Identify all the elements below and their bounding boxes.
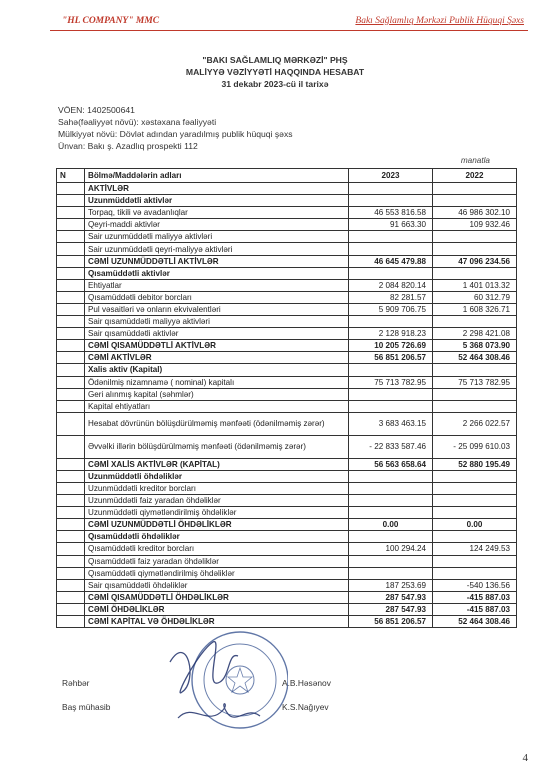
- row-label-cell: CƏMİ QISAMÜDDƏTLİ AKTİVLƏR: [85, 340, 349, 352]
- row-label-cell: CƏMİ AKTİVLƏR: [85, 352, 349, 364]
- row-label-cell: Uzunmüddətli öhdəliklər: [85, 470, 349, 482]
- row-value-2023: 46 553 816.58: [349, 207, 433, 219]
- row-value-2023: 56 563 658.64: [349, 458, 433, 470]
- row-label-cell: Uzunmüddətli qiymətləndirilmiş öhdəliklər: [85, 507, 349, 519]
- row-value-2022: 2 266 022.57: [433, 412, 517, 435]
- row-value-2022: [433, 470, 517, 482]
- table-row: [57, 376, 517, 388]
- signature-director-label: Rəhbər: [62, 678, 90, 688]
- row-label-cell: Qısamüddətli aktivlər: [85, 267, 349, 279]
- row-value-2022: [433, 531, 517, 543]
- row-label-cell: CƏMİ KAPİTAL VƏ ÖHDƏLİKLƏR: [85, 616, 349, 628]
- row-value-2023: 75 713 782.95: [349, 376, 433, 388]
- table-row: [57, 207, 517, 219]
- table-row: [57, 507, 517, 519]
- row-value-2022: 46 986 302.10: [433, 207, 517, 219]
- row-number-cell: [57, 400, 85, 412]
- row-number-cell: [57, 279, 85, 291]
- row-value-2022: 60 312.79: [433, 291, 517, 303]
- row-number-cell: [57, 364, 85, 376]
- row-label-cell: Sair uzunmüddətli maliyyə aktivləri: [85, 231, 349, 243]
- row-value-2022: -540 136.56: [433, 579, 517, 591]
- row-label-cell: Qısamüddətli kreditor borcları: [85, 543, 349, 555]
- row-label-cell: Sair qısamüddətli maliyyə aktivləri: [85, 316, 349, 328]
- row-value-2022: 47 096 234.56: [433, 255, 517, 267]
- row-label-cell: Pul vəsaitləri və onların ekvivalentləri: [85, 303, 349, 315]
- row-value-2022: -415 887.03: [433, 591, 517, 603]
- row-value-2023: 56 851 206.57: [349, 352, 433, 364]
- info-ownership: Mülkiyyət növü: Dövlət adından yaradılmış publik hüquqi şəxs: [58, 129, 293, 139]
- row-number-cell: [57, 579, 85, 591]
- row-number-cell: [57, 482, 85, 494]
- row-value-2023: [349, 495, 433, 507]
- table-row: [57, 388, 517, 400]
- row-value-2023: 3 683 463.15: [349, 412, 433, 435]
- row-label-cell: Qısamüddətli faiz yaradan öhdəliklər: [85, 555, 349, 567]
- row-number-cell: [57, 495, 85, 507]
- report-title-line1: "BAKI SAĞLAMLIQ MƏRKƏZİ" PHŞ: [202, 55, 348, 65]
- row-number-cell: [57, 316, 85, 328]
- table-row: [57, 519, 517, 531]
- row-number-cell: [57, 388, 85, 400]
- row-label-cell: Sair qısamüddətli aktivlər: [85, 328, 349, 340]
- row-value-2023: [349, 231, 433, 243]
- row-value-2023: [349, 364, 433, 376]
- row-label-cell: Torpaq, tikili və avadanlıqlar: [85, 207, 349, 219]
- table-row: [57, 482, 517, 494]
- row-number-cell: [57, 183, 85, 195]
- table-row: [57, 316, 517, 328]
- row-number-cell: [57, 195, 85, 207]
- table-row: [57, 435, 517, 458]
- table-row: [57, 458, 517, 470]
- row-value-2023: [349, 555, 433, 567]
- info-voen: VÖEN: 1402500641: [58, 105, 135, 115]
- row-value-2022: [433, 388, 517, 400]
- row-value-2023: 187 253.69: [349, 579, 433, 591]
- table-row: [57, 543, 517, 555]
- row-value-2023: 46 645 479.88: [349, 255, 433, 267]
- row-value-2023: [349, 267, 433, 279]
- table-row: [57, 412, 517, 435]
- row-value-2022: 1 401 013.32: [433, 279, 517, 291]
- table-row: [57, 470, 517, 482]
- row-label-cell: Qeyri-maddi aktivlər: [85, 219, 349, 231]
- table-row: [57, 591, 517, 603]
- row-number-cell: [57, 291, 85, 303]
- row-value-2023: [349, 183, 433, 195]
- row-number-cell: [57, 352, 85, 364]
- row-number-cell: [57, 207, 85, 219]
- row-number-cell: [57, 591, 85, 603]
- row-value-2022: [433, 364, 517, 376]
- table-row: [57, 495, 517, 507]
- row-value-2023: [349, 482, 433, 494]
- row-value-2022: [433, 243, 517, 255]
- row-label-cell: Ehtiyatlar: [85, 279, 349, 291]
- signature-accountant-name: K.S.Nağıyev: [282, 702, 329, 712]
- row-label-cell: Ödənilmiş nizamnamə ( nominal) kapitalı: [85, 376, 349, 388]
- row-label-cell: Sair uzunmüddətli qeyri-maliyyə aktivləri: [85, 243, 349, 255]
- row-number-cell: [57, 519, 85, 531]
- row-value-2023: [349, 400, 433, 412]
- row-number-cell: [57, 255, 85, 267]
- row-label-cell: Xalis aktiv (Kapital): [85, 364, 349, 376]
- row-value-2023: [349, 388, 433, 400]
- table-row: [57, 400, 517, 412]
- row-value-2022: [433, 555, 517, 567]
- row-label-cell: CƏMİ UZUNMÜDDƏTLİ AKTİVLƏR: [85, 255, 349, 267]
- row-label-cell: CƏMİ QISAMÜDDƏTLİ ÖHDƏLİKLƏR: [85, 591, 349, 603]
- row-value-2022: 1 608 326.71: [433, 303, 517, 315]
- row-value-2022: -415 887.03: [433, 603, 517, 615]
- row-number-cell: [57, 376, 85, 388]
- row-value-2022: 5 368 073.90: [433, 340, 517, 352]
- row-value-2022: 0.00: [433, 519, 517, 531]
- row-value-2023: 56 851 206.57: [349, 616, 433, 628]
- row-label-cell: Uzunmüddətli kreditor borcları: [85, 482, 349, 494]
- header-client: Bakı Sağlamlıq Mərkəzi Publik Hüquqi Şəxs: [355, 16, 524, 26]
- row-value-2022: [433, 316, 517, 328]
- row-number-cell: [57, 470, 85, 482]
- row-value-2022: 2 298 421.08: [433, 328, 517, 340]
- row-value-2022: [433, 267, 517, 279]
- row-value-2023: [349, 507, 433, 519]
- table-header-row: [57, 169, 517, 183]
- row-label-cell: Uzunmüddətli faiz yaradan öhdəliklər: [85, 495, 349, 507]
- table-row: [57, 603, 517, 615]
- col-header-2022: 2022: [433, 169, 517, 183]
- row-value-2022: [433, 231, 517, 243]
- table-row: [57, 364, 517, 376]
- row-label-cell: Hesabat dövrünün bölüşdürülməmiş mənfəəti (ödənilməmiş zərər): [85, 412, 349, 435]
- currency-note: manatla: [460, 156, 490, 165]
- table-row: [57, 183, 517, 195]
- row-label-cell: Qısamüddətli debitor borcları: [85, 291, 349, 303]
- row-value-2022: [433, 495, 517, 507]
- table-row: [57, 579, 517, 591]
- table-body: [57, 183, 517, 628]
- row-number-cell: [57, 243, 85, 255]
- info-address: Ünvan: Bakı ş. Azadlıq prospekti 112: [58, 141, 198, 151]
- table-row: [57, 267, 517, 279]
- row-value-2022: [433, 567, 517, 579]
- table-row: [57, 243, 517, 255]
- row-label-cell: CƏMİ XALİS AKTİVLƏR (KAPİTAL): [85, 458, 349, 470]
- row-label-cell: Əvvəlki illərin bölüşdürülməmiş mənfəəti (ödənilməmiş zərər): [85, 435, 349, 458]
- row-number-cell: [57, 231, 85, 243]
- row-number-cell: [57, 340, 85, 352]
- row-number-cell: [57, 219, 85, 231]
- col-header-name: Bölmə/Maddələrin adları: [85, 169, 349, 183]
- row-value-2022: 52 880 195.49: [433, 458, 517, 470]
- table-row: [57, 531, 517, 543]
- row-value-2023: [349, 195, 433, 207]
- row-number-cell: [57, 616, 85, 628]
- header-company: "HL COMPANY" MMC: [62, 16, 160, 26]
- row-number-cell: [57, 412, 85, 435]
- table-row: [57, 340, 517, 352]
- row-value-2023: 91 663.30: [349, 219, 433, 231]
- row-label-cell: Kapital ehtiyatları: [85, 400, 349, 412]
- table-row: [57, 555, 517, 567]
- row-value-2023: [349, 470, 433, 482]
- row-label-cell: Geri alınmış kapital (səhmlər): [85, 388, 349, 400]
- row-value-2022: [433, 507, 517, 519]
- table-row: [57, 255, 517, 267]
- table-row: [57, 195, 517, 207]
- row-value-2023: [349, 531, 433, 543]
- row-value-2023: 2 128 918.23: [349, 328, 433, 340]
- official-stamp-icon: [168, 622, 288, 737]
- row-value-2023: 287 547.93: [349, 591, 433, 603]
- balance-sheet-table: [56, 168, 517, 628]
- row-number-cell: [57, 507, 85, 519]
- row-label-cell: AKTİVLƏR: [85, 183, 349, 195]
- row-value-2022: [433, 183, 517, 195]
- report-title-date: 31 dekabr 2023-cü il tarixə: [221, 79, 329, 89]
- table-row: [57, 279, 517, 291]
- col-header-2023: 2023: [349, 169, 433, 183]
- row-value-2022: - 25 099 610.03: [433, 435, 517, 458]
- report-title-line2: MALİYYƏ VƏZİYYƏTİ HAQQINDA HESABAT: [185, 67, 365, 77]
- row-number-cell: [57, 555, 85, 567]
- row-label-cell: Sair qısamüddətli öhdəliklər: [85, 579, 349, 591]
- row-value-2023: 287 547.93: [349, 603, 433, 615]
- row-value-2022: [433, 195, 517, 207]
- row-number-cell: [57, 567, 85, 579]
- page-header: [50, 14, 528, 31]
- row-value-2022: 52 464 308.46: [433, 616, 517, 628]
- signature-accountant-label: Baş mühasib: [62, 702, 111, 712]
- row-value-2023: 5 909 706.75: [349, 303, 433, 315]
- row-number-cell: [57, 303, 85, 315]
- table-row: [57, 352, 517, 364]
- row-value-2023: 2 084 820.14: [349, 279, 433, 291]
- row-label-cell: Qısamüddətli qiymətləndirilmiş öhdəliklər: [85, 567, 349, 579]
- table-row: [57, 567, 517, 579]
- row-number-cell: [57, 543, 85, 555]
- row-label-cell: Qısamüddətli öhdəliklər: [85, 531, 349, 543]
- signature-director-name: A.B.Həsənov: [282, 678, 331, 688]
- row-value-2023: 100 294.24: [349, 543, 433, 555]
- page-number: 4: [522, 752, 528, 764]
- row-value-2023: 82 281.57: [349, 291, 433, 303]
- row-value-2023: - 22 833 587.46: [349, 435, 433, 458]
- row-value-2022: [433, 482, 517, 494]
- row-value-2023: 0.00: [349, 519, 433, 531]
- row-number-cell: [57, 435, 85, 458]
- row-number-cell: [57, 267, 85, 279]
- table-row: [57, 303, 517, 315]
- table-row: [57, 219, 517, 231]
- row-label-cell: Uzunmüddətli aktivlər: [85, 195, 349, 207]
- row-label-cell: CƏMİ UZUNMÜDDƏTLİ ÖHDƏLİKLƏR: [85, 519, 349, 531]
- table-row: [57, 231, 517, 243]
- row-value-2023: [349, 316, 433, 328]
- row-value-2023: [349, 243, 433, 255]
- table-row: [57, 328, 517, 340]
- row-number-cell: [57, 603, 85, 615]
- row-number-cell: [57, 328, 85, 340]
- row-value-2022: 75 713 782.95: [433, 376, 517, 388]
- row-value-2023: [349, 567, 433, 579]
- row-number-cell: [57, 531, 85, 543]
- row-label-cell: CƏMİ ÖHDƏLİKLƏR: [85, 603, 349, 615]
- row-value-2022: 109 932.46: [433, 219, 517, 231]
- col-header-n: N: [57, 169, 85, 183]
- row-value-2023: 10 205 726.69: [349, 340, 433, 352]
- row-value-2022: 52 464 308.46: [433, 352, 517, 364]
- info-activity: Sahə(fəaliyyət növü): xəstəxana fəaliyyəti: [58, 117, 217, 127]
- row-value-2022: [433, 400, 517, 412]
- table-row: [57, 291, 517, 303]
- row-value-2022: 124 249.53: [433, 543, 517, 555]
- row-number-cell: [57, 458, 85, 470]
